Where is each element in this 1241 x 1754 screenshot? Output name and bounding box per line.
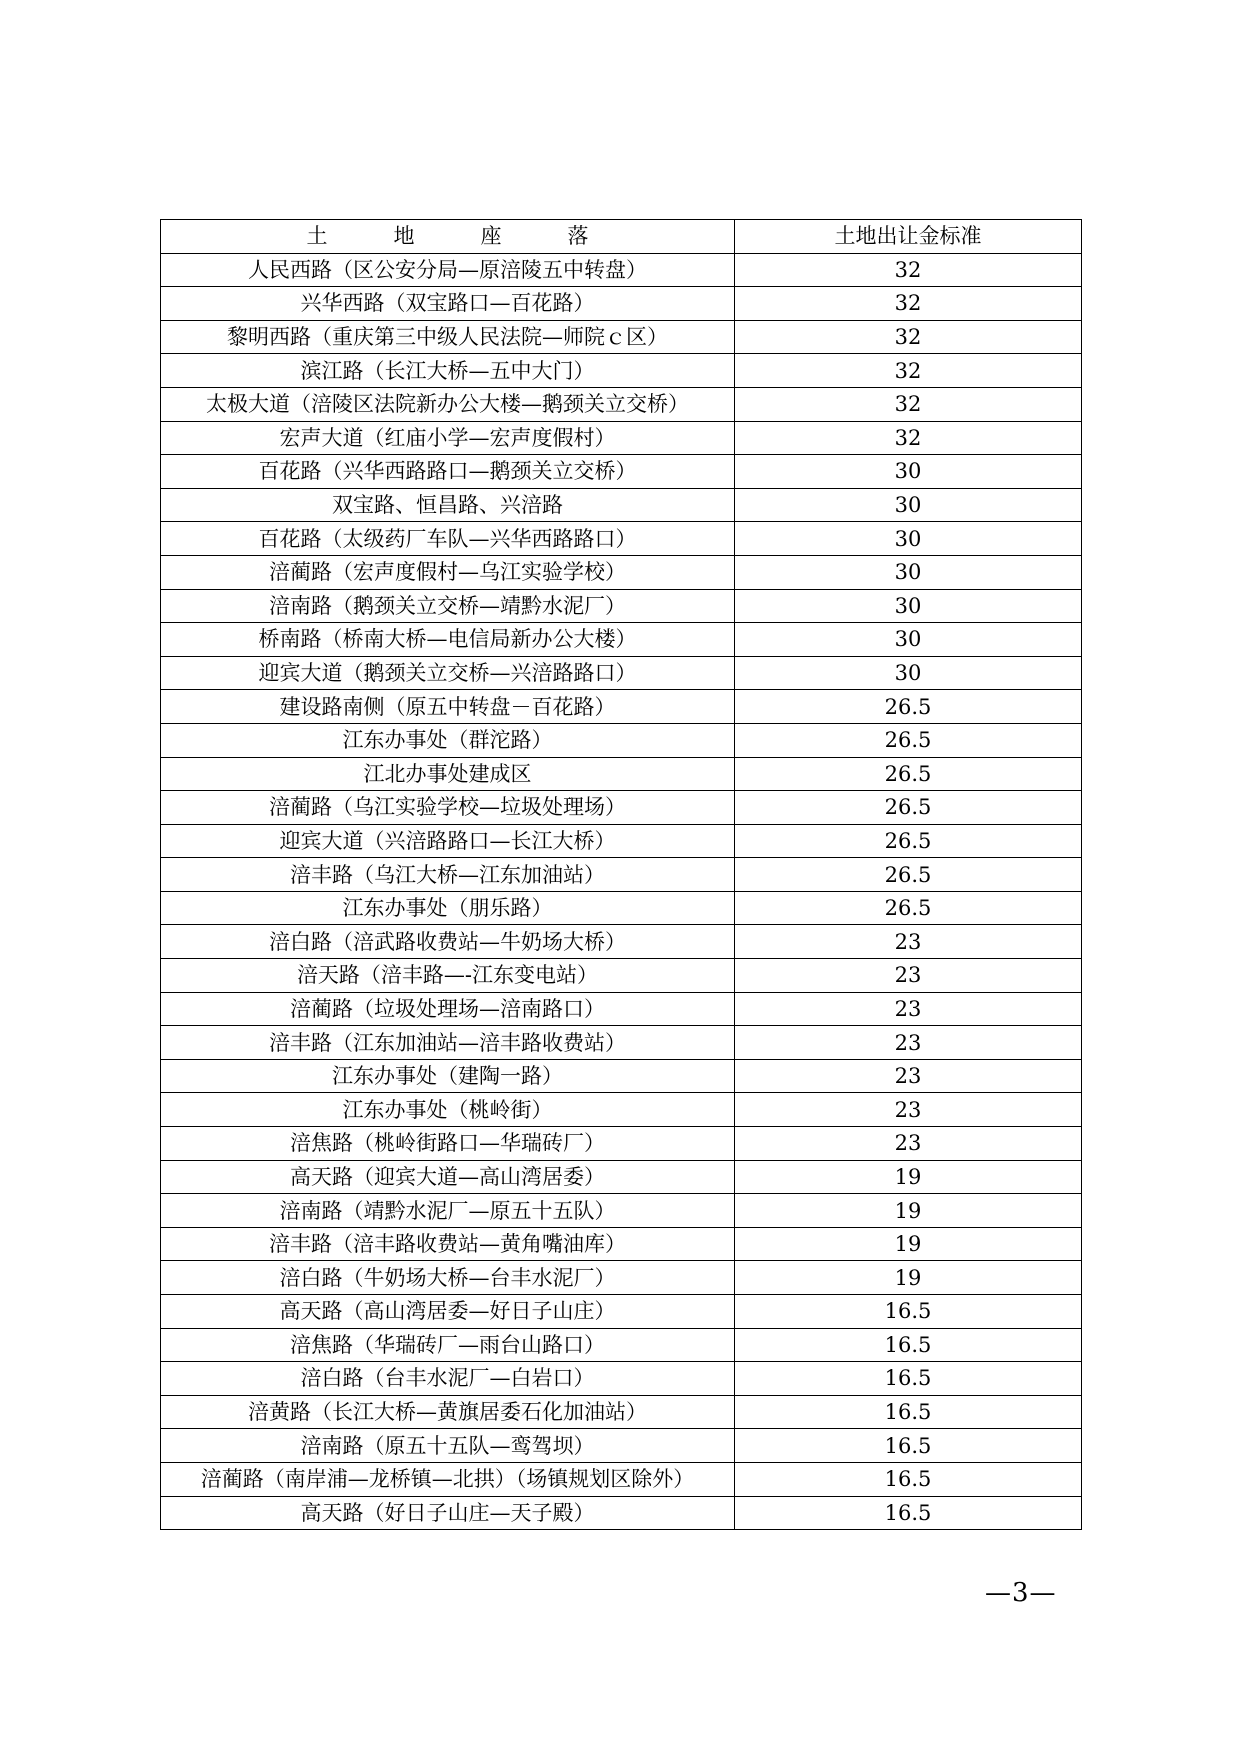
cell-location: 高天路（好日子山庄—天子殿）: [161, 1496, 735, 1530]
cell-price: 30: [735, 656, 1082, 690]
cell-location: 太极大道（涪陵区法院新办公大楼—鹅颈关立交桥）: [161, 387, 735, 421]
cell-location: 涪丰路（涪丰路收费站—黄角嘴油库）: [161, 1227, 735, 1261]
page-number: —3—: [985, 1578, 1057, 1608]
table-row: [161, 791, 1082, 825]
table-row: [161, 287, 1082, 321]
cell-location: 涪南路（原五十五队—鸾驾坝）: [161, 1429, 735, 1463]
cell-price: 32: [735, 287, 1082, 321]
table-row: [161, 858, 1082, 892]
table-body: [161, 253, 1082, 1530]
cell-price: 32: [735, 421, 1082, 455]
cell-price: 26.5: [735, 791, 1082, 825]
table-row: [161, 589, 1082, 623]
cell-location: 涪南路（鹅颈关立交桥—靖黔水泥厂）: [161, 589, 735, 623]
table-row: [161, 1328, 1082, 1362]
table-row: [161, 723, 1082, 757]
table-row: [161, 1429, 1082, 1463]
table-row: [161, 1462, 1082, 1496]
cell-price: 16.5: [735, 1462, 1082, 1496]
cell-price: 16.5: [735, 1429, 1082, 1463]
table-row: [161, 320, 1082, 354]
cell-location: 百花路（兴华西路路口—鹅颈关立交桥）: [161, 455, 735, 489]
cell-location: 涪蔺路（宏声度假村—乌江实验学校）: [161, 555, 735, 589]
cell-price: 16.5: [735, 1395, 1082, 1429]
cell-location: 涪焦路（华瑞砖厂—雨台山路口）: [161, 1328, 735, 1362]
table-row: [161, 555, 1082, 589]
cell-price: 23: [735, 1127, 1082, 1161]
cell-location: 涪蔺路（乌江实验学校—垃圾处理场）: [161, 791, 735, 825]
cell-price: 23: [735, 992, 1082, 1026]
cell-location: 涪天路（涪丰路—-江东变电站）: [161, 959, 735, 993]
table-row: [161, 1026, 1082, 1060]
cell-location: 高天路（高山湾居委—好日子山庄）: [161, 1295, 735, 1329]
cell-location: 高天路（迎宾大道—高山湾居委）: [161, 1160, 735, 1194]
cell-price: 19: [735, 1261, 1082, 1295]
table-row: [161, 623, 1082, 657]
cell-location: 涪丰路（乌江大桥—江东加油站）: [161, 858, 735, 892]
table-row: [161, 1194, 1082, 1228]
cell-price: 23: [735, 1026, 1082, 1060]
cell-price: 19: [735, 1227, 1082, 1261]
cell-price: 30: [735, 589, 1082, 623]
cell-location: 百花路（太级药厂车队—兴华西路路口）: [161, 522, 735, 556]
header-location: 土地座落: [161, 220, 735, 254]
table-row: [161, 690, 1082, 724]
cell-location: 建设路南侧（原五中转盘－百花路）: [161, 690, 735, 724]
cell-location: 涪蔺路（南岸浦—龙桥镇—北拱）（场镇规划区除外）: [161, 1462, 735, 1496]
cell-location: 江东办事处（群沱路）: [161, 723, 735, 757]
table-row: [161, 891, 1082, 925]
cell-price: 30: [735, 555, 1082, 589]
cell-location: 迎宾大道（兴涪路路口—长江大桥）: [161, 824, 735, 858]
cell-price: 16.5: [735, 1295, 1082, 1329]
cell-location: 江东办事处（建陶一路）: [161, 1059, 735, 1093]
cell-price: 26.5: [735, 858, 1082, 892]
cell-price: 23: [735, 959, 1082, 993]
cell-price: 26.5: [735, 824, 1082, 858]
cell-location: 兴华西路（双宝路口—百花路）: [161, 287, 735, 321]
table-row: [161, 1160, 1082, 1194]
table-row: [161, 1261, 1082, 1295]
cell-location: 黎明西路（重庆第三中级人民法院—师院ｃ区）: [161, 320, 735, 354]
cell-price: 26.5: [735, 757, 1082, 791]
cell-location: 涪南路（靖黔水泥厂—原五十五队）: [161, 1194, 735, 1228]
table-row: [161, 1059, 1082, 1093]
cell-price: 19: [735, 1160, 1082, 1194]
cell-location: 涪丰路（江东加油站—涪丰路收费站）: [161, 1026, 735, 1060]
cell-price: 26.5: [735, 690, 1082, 724]
cell-price: 32: [735, 320, 1082, 354]
cell-location: 滨江路（长江大桥—五中大门）: [161, 354, 735, 388]
table-row: [161, 1496, 1082, 1530]
cell-location: 涪白路（牛奶场大桥—台丰水泥厂）: [161, 1261, 735, 1295]
table-row: [161, 387, 1082, 421]
cell-price: 19: [735, 1194, 1082, 1228]
table-row: [161, 1395, 1082, 1429]
cell-location: 涪黄路（长江大桥—黄旗居委石化加油站）: [161, 1395, 735, 1429]
cell-location: 涪白路（涪武路收费站—牛奶场大桥）: [161, 925, 735, 959]
cell-location: 迎宾大道（鹅颈关立交桥—兴涪路路口）: [161, 656, 735, 690]
table-header-row: [161, 220, 1082, 254]
land-price-table: [160, 219, 1082, 1530]
cell-location: 江北办事处建成区: [161, 757, 735, 791]
cell-price: 30: [735, 623, 1082, 657]
table-row: [161, 925, 1082, 959]
cell-location: 宏声大道（红庙小学—宏声度假村）: [161, 421, 735, 455]
table-row: [161, 488, 1082, 522]
cell-price: 30: [735, 488, 1082, 522]
table-row: [161, 959, 1082, 993]
cell-price: 26.5: [735, 891, 1082, 925]
table-row: [161, 253, 1082, 287]
table-row: [161, 1093, 1082, 1127]
cell-price: 30: [735, 522, 1082, 556]
cell-location: 江东办事处（朋乐路）: [161, 891, 735, 925]
cell-location: 双宝路、恒昌路、兴涪路: [161, 488, 735, 522]
table-row: [161, 757, 1082, 791]
cell-price: 23: [735, 925, 1082, 959]
cell-price: 16.5: [735, 1362, 1082, 1396]
table-row: [161, 522, 1082, 556]
table-row: [161, 1362, 1082, 1396]
cell-price: 23: [735, 1059, 1082, 1093]
table-row: [161, 656, 1082, 690]
cell-price: 26.5: [735, 723, 1082, 757]
table-row: [161, 455, 1082, 489]
cell-price: 23: [735, 1093, 1082, 1127]
cell-location: 涪焦路（桃岭街路口—华瑞砖厂）: [161, 1127, 735, 1161]
cell-price: 30: [735, 455, 1082, 489]
table-row: [161, 824, 1082, 858]
cell-location: 涪白路（台丰水泥厂—白岩口）: [161, 1362, 735, 1396]
table-row: [161, 1227, 1082, 1261]
table-row: [161, 421, 1082, 455]
table-row: [161, 992, 1082, 1026]
cell-price: 32: [735, 253, 1082, 287]
cell-price: 32: [735, 387, 1082, 421]
header-price: 土地出让金标准: [735, 220, 1082, 254]
cell-price: 16.5: [735, 1328, 1082, 1362]
cell-location: 涪蔺路（垃圾处理场—涪南路口）: [161, 992, 735, 1026]
cell-price: 32: [735, 354, 1082, 388]
cell-location: 人民西路（区公安分局—原涪陵五中转盘）: [161, 253, 735, 287]
table-row: [161, 354, 1082, 388]
cell-price: 16.5: [735, 1496, 1082, 1530]
cell-location: 桥南路（桥南大桥—电信局新办公大楼）: [161, 623, 735, 657]
table-row: [161, 1127, 1082, 1161]
table-row: [161, 1295, 1082, 1329]
cell-location: 江东办事处（桃岭街）: [161, 1093, 735, 1127]
